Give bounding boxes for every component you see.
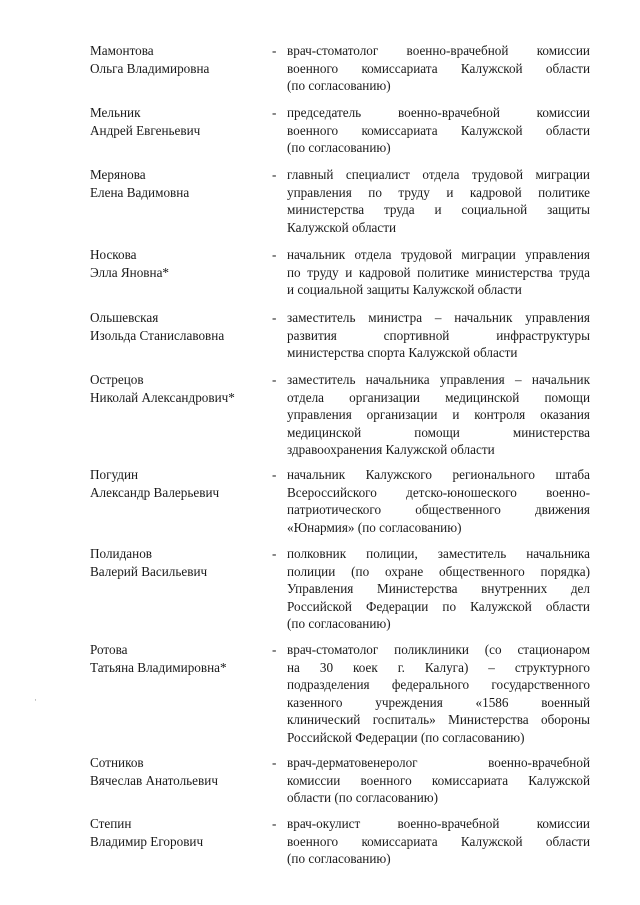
member-surname: Носкова xyxy=(90,247,137,262)
member-given-names: Валерий Васильевич xyxy=(90,563,208,579)
position-line: управления организации и контроля оказания xyxy=(287,407,590,423)
position-line: Всероссийского детско-юношеского военно- xyxy=(287,484,590,500)
member-surname: Полиданов xyxy=(90,546,153,561)
member-name xyxy=(90,545,270,580)
member-given-names: Андрей Евгеньевич xyxy=(90,122,201,138)
member-position xyxy=(287,42,590,95)
position-line: председатель военно-врачебной комиссии xyxy=(287,105,590,120)
member-name xyxy=(90,104,270,139)
member-surname: Ольшевская xyxy=(90,310,159,325)
member-surname: Степин xyxy=(90,816,132,831)
member-surname: Погудин xyxy=(90,467,139,482)
position-line: военного комиссариата Калужской области xyxy=(287,122,590,138)
dash-separator: - xyxy=(272,816,277,831)
position-line: Российской Федерации по Калужской области xyxy=(287,598,590,614)
member-position xyxy=(287,309,590,362)
member-name xyxy=(90,466,270,501)
position-line: (по согласованию) xyxy=(287,851,391,867)
member-surname: Сотников xyxy=(90,755,144,770)
position-line: заместитель начальника управления – начальник xyxy=(287,372,590,387)
position-line: полиции (по охране общественного порядка) xyxy=(287,563,590,579)
member-given-names: Элла Яновна* xyxy=(90,264,170,280)
member-position xyxy=(287,104,590,157)
position-line: управления по труду и кадровой политике xyxy=(287,184,590,200)
dash-separator: - xyxy=(272,755,277,770)
member-name xyxy=(90,371,270,406)
member-given-names: Изольда Станиславовна xyxy=(90,327,225,343)
member-position xyxy=(287,641,590,747)
position-line: врач-стоматолог поликлиники (со стационаром xyxy=(287,642,590,657)
scan-speck-mark: · xyxy=(34,695,37,705)
position-line: и социальной защиты Калужской области xyxy=(287,282,522,298)
member-given-names: Николай Александрович* xyxy=(90,389,235,405)
position-line: Калужской области xyxy=(287,219,397,235)
dash-separator: - xyxy=(272,105,277,120)
member-given-names: Александр Валерьевич xyxy=(90,484,220,500)
position-line: Управления Министерства внутренних дел xyxy=(287,581,590,597)
position-line: министерства спорта Калужской области xyxy=(287,345,518,361)
position-line: (по согласованию) xyxy=(287,78,391,94)
position-line: врач-дерматовенеролог военно-врачебной xyxy=(287,755,590,770)
dash-separator: - xyxy=(272,372,277,387)
position-line: министерства труда и социальной защиты xyxy=(287,202,590,218)
member-surname: Мельник xyxy=(90,105,141,120)
position-line: военного комиссариата Калужской области xyxy=(287,833,590,849)
position-line: развития спортивной инфраструктуры xyxy=(287,327,590,343)
member-given-names: Ольга Владимировна xyxy=(90,60,210,76)
dash-separator: - xyxy=(272,43,277,58)
dash-separator: - xyxy=(272,167,277,182)
position-line: отдела организации медицинской помощи xyxy=(287,389,590,405)
position-line: комиссии военного комиссариата Калужской xyxy=(287,772,590,788)
member-given-names: Вячеслав Анатольевич xyxy=(90,772,218,788)
member-given-names: Владимир Егорович xyxy=(90,833,204,849)
member-position xyxy=(287,166,590,236)
position-line: казенного учреждения «1586 военный xyxy=(287,694,590,710)
position-line: подразделения федерального государственного xyxy=(287,677,590,693)
position-line: медицинской помощи министерства xyxy=(287,424,590,440)
dash-separator: - xyxy=(272,310,277,325)
dash-separator: - xyxy=(272,247,277,262)
position-line: «Юнармия» (по согласованию) xyxy=(287,519,462,535)
position-line: здравоохранения Калужской области xyxy=(287,442,495,458)
position-line: полковник полиции, заместитель начальника xyxy=(287,546,590,561)
member-name xyxy=(90,246,270,281)
member-name xyxy=(90,754,270,789)
dash-separator: - xyxy=(272,467,277,482)
position-line: главный специалист отдела трудовой миграции xyxy=(287,167,590,182)
position-line: военного комиссариата Калужской области xyxy=(287,60,590,76)
position-line: врач-окулист военно-врачебной комиссии xyxy=(287,816,590,831)
position-line: (по согласованию) xyxy=(287,616,391,632)
position-line: начальник отдела трудовой миграции управления xyxy=(287,247,590,262)
member-name xyxy=(90,166,270,201)
position-line: врач-стоматолог военно-врачебной комиссии xyxy=(287,43,590,58)
member-position xyxy=(287,545,590,633)
member-surname: Острецов xyxy=(90,372,144,387)
member-position xyxy=(287,466,590,536)
position-line: (по согласованию) xyxy=(287,140,391,156)
dash-separator: - xyxy=(272,642,277,657)
member-name xyxy=(90,309,270,344)
member-position xyxy=(287,815,590,868)
member-name xyxy=(90,42,270,77)
dash-separator: - xyxy=(272,546,277,561)
member-name xyxy=(90,641,270,676)
member-surname: Ротова xyxy=(90,642,128,657)
position-line: клинический госпиталь» Министерства обороны xyxy=(287,712,590,728)
member-name xyxy=(90,815,270,850)
position-line: заместитель министра – начальник управления xyxy=(287,310,590,325)
member-surname: Мамонтова xyxy=(90,43,154,58)
position-line: начальник Калужского регионального штаба xyxy=(287,467,590,482)
position-line: области (по согласованию) xyxy=(287,790,439,806)
member-surname: Мерянова xyxy=(90,167,146,182)
member-position xyxy=(287,371,590,459)
position-line: на 30 коек г. Калуга) – структурного xyxy=(287,659,590,675)
member-position xyxy=(287,754,590,807)
position-line: Российской Федерации (по согласованию) xyxy=(287,729,525,745)
member-position xyxy=(287,246,590,299)
member-given-names: Елена Вадимовна xyxy=(90,184,190,200)
member-given-names: Татьяна Владимировна* xyxy=(90,659,227,675)
position-line: патриотического общественного движения xyxy=(287,502,590,518)
position-line: по труду и кадровой политике министерства труда xyxy=(287,264,590,280)
